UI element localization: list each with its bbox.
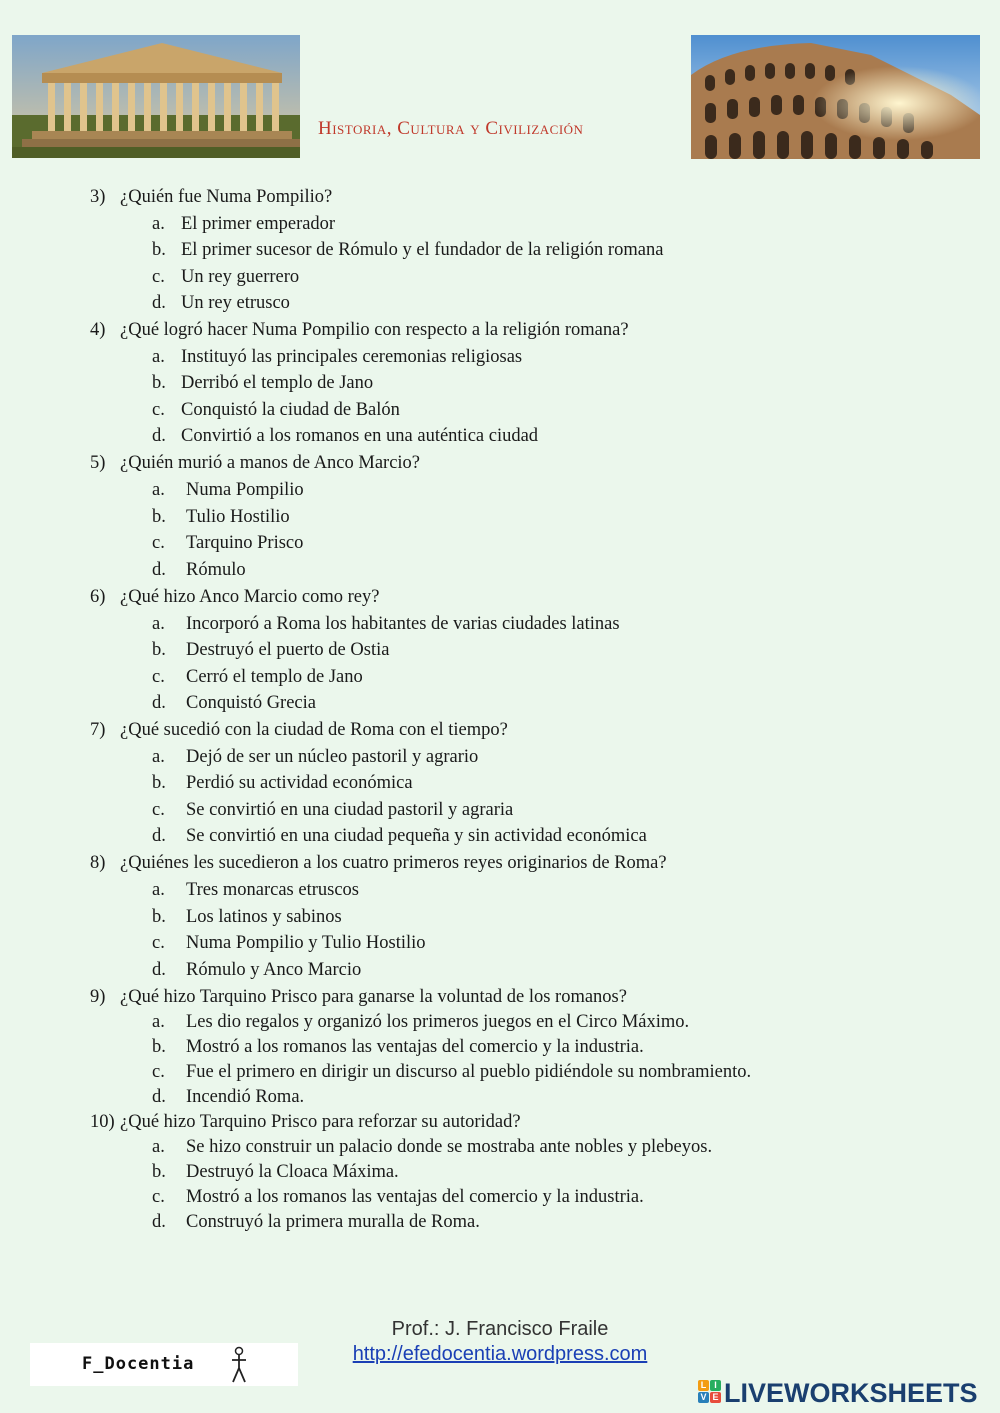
question-number: 6) — [90, 587, 106, 607]
greek-temple-image — [12, 35, 300, 158]
option-letter: c. — [152, 933, 165, 954]
option-text: Numa Pompilio — [186, 479, 304, 500]
logo-text: F_Docentia — [82, 1354, 195, 1374]
f-docentia-logo — [30, 1343, 298, 1386]
lw-square-v: V — [698, 1392, 709, 1403]
footer-link[interactable]: http://efedocentia.wordpress.com — [352, 1343, 648, 1365]
option-letter: b. — [152, 373, 166, 394]
option-text: El primer sucesor de Rómulo y el fundador de la religión romana — [181, 240, 664, 261]
option-letter: a. — [152, 1137, 165, 1157]
option-text: Construyó la primera muralla de Roma. — [186, 1212, 480, 1232]
question-10 — [90, 1111, 521, 1133]
option-text: Mostró a los romanos las ventajas del comercio y la industria. — [186, 1187, 644, 1207]
option-text: Se convirtió en una ciudad pastoril y agraria — [186, 799, 514, 820]
footer-professor: Prof.: J. Francisco Fraile — [391, 1318, 609, 1340]
option-text: Conquistó la ciudad de Balón — [181, 399, 400, 420]
option-letter: a. — [152, 879, 165, 900]
option-text: Convirtió a los romanos en una auténtica ciudad — [181, 426, 539, 447]
option-letter: c. — [152, 799, 165, 820]
question-number: 4) — [90, 320, 106, 340]
option-letter: a. — [152, 346, 165, 367]
option-letter: d. — [152, 1087, 166, 1107]
question-number: 8) — [90, 853, 106, 873]
option-letter: d. — [152, 1212, 166, 1232]
lw-square-i: I — [710, 1380, 721, 1391]
question-8 — [90, 852, 667, 874]
option-text: Conquistó Grecia — [186, 693, 316, 714]
option-text: Dejó de ser un núcleo pastoril y agrario — [186, 746, 479, 767]
option-text: Rómulo y Anco Marcio — [186, 960, 362, 981]
option-text: Un rey guerrero — [181, 266, 300, 287]
option-text: Instituyó las principales ceremonias religiosas — [181, 346, 523, 367]
option-text: Se hizo construir un palacio donde se mostraba ante nobles y plebeyos. — [186, 1137, 713, 1157]
question-text: ¿Quién fue Numa Pompilio? — [120, 187, 333, 207]
question-text: ¿Quiénes les sucedieron a los cuatro primeros reyes originarios de Roma? — [120, 853, 667, 873]
option-text: Numa Pompilio y Tulio Hostilio — [186, 933, 426, 954]
athlete-icon — [228, 1346, 250, 1384]
question-5 — [90, 452, 420, 474]
question-9 — [90, 986, 627, 1008]
question-3 — [90, 186, 332, 208]
option-letter: b. — [152, 506, 166, 527]
question-text: ¿Quién murió a manos de Anco Marcio? — [120, 453, 421, 473]
option-text: Destruyó la Cloaca Máxima. — [186, 1162, 399, 1182]
question-7 — [90, 719, 508, 741]
option-letter: b. — [152, 640, 166, 661]
option-letter: d. — [152, 426, 166, 447]
question-text: ¿Qué hizo Tarquino Prisco para ganarse la voluntad de los romanos? — [120, 987, 627, 1007]
option-text: Un rey etrusco — [181, 293, 290, 314]
liveworksheets-icon — [698, 1380, 722, 1404]
option-letter: d. — [152, 826, 166, 847]
question-text: ¿Qué logró hacer Numa Pompilio con respecto a la religión romana? — [120, 320, 629, 340]
question-text: ¿Qué hizo Tarquino Prisco para reforzar su autoridad? — [120, 1112, 521, 1132]
option-text: Se convirtió en una ciudad pequeña y sin actividad económica — [186, 826, 647, 847]
header-title: Historia, Cultura y Civilización — [318, 118, 584, 139]
option-letter: b. — [152, 906, 166, 927]
option-text: Mostró a los romanos las ventajas del comercio y la industria. — [186, 1037, 644, 1057]
option-letter: a. — [152, 1012, 165, 1032]
option-letter: d. — [152, 693, 166, 714]
liveworksheets-text: LIVEWORKSHEETS — [724, 1378, 978, 1408]
question-6 — [90, 586, 379, 608]
question-number: 7) — [90, 720, 106, 740]
option-letter: d. — [152, 960, 166, 981]
option-text: Incorporó a Roma los habitantes de varias ciudades latinas — [186, 613, 620, 634]
option-text: Tarquino Prisco — [186, 533, 304, 554]
option-letter: c. — [152, 1062, 165, 1082]
question-text: ¿Qué hizo Anco Marcio como rey? — [120, 587, 380, 607]
option-letter: c. — [152, 533, 165, 554]
option-text: Los latinos y sabinos — [186, 906, 342, 927]
question-number: 9) — [90, 987, 106, 1007]
question-number: 5) — [90, 453, 106, 473]
option-letter: c. — [152, 1187, 165, 1207]
option-letter: a. — [152, 613, 165, 634]
option-text: El primer emperador — [181, 213, 336, 234]
option-letter: b. — [152, 1037, 166, 1057]
question-4 — [90, 319, 629, 341]
option-letter: d. — [152, 293, 166, 314]
option-letter: b. — [152, 1162, 166, 1182]
option-letter: a. — [152, 479, 165, 500]
option-letter: c. — [152, 266, 165, 287]
option-letter: a. — [152, 213, 165, 234]
option-text: Incendió Roma. — [186, 1087, 305, 1107]
option-letter: b. — [152, 773, 166, 794]
option-text: Les dio regalos y organizó los primeros juegos en el Circo Máximo. — [186, 1012, 690, 1032]
option-text: Cerró el templo de Jano — [186, 666, 363, 687]
option-text: Tulio Hostilio — [186, 506, 290, 527]
option-text: Derribó el templo de Jano — [181, 373, 374, 394]
option-letter: c. — [152, 666, 165, 687]
question-text: ¿Qué sucedió con la ciudad de Roma con el tiempo? — [120, 720, 508, 740]
option-letter: b. — [152, 240, 166, 261]
option-text: Destruyó el puerto de Ostia — [186, 640, 390, 661]
question-number: 3) — [90, 187, 106, 207]
question-number: 10) — [90, 1112, 115, 1132]
option-letter: c. — [152, 399, 165, 420]
option-text: Fue el primero en dirigir un discurso al pueblo pidiéndole su nombramiento. — [186, 1062, 752, 1082]
option-letter: d. — [152, 560, 166, 581]
option-text: Rómulo — [186, 560, 246, 581]
option-text: Tres monarcas etruscos — [186, 879, 359, 900]
option-text: Perdió su actividad económica — [186, 773, 413, 794]
lw-square-l: L — [698, 1380, 709, 1391]
lw-square-e: E — [710, 1392, 721, 1403]
colosseum-image — [691, 35, 980, 159]
option-letter: a. — [152, 746, 165, 767]
